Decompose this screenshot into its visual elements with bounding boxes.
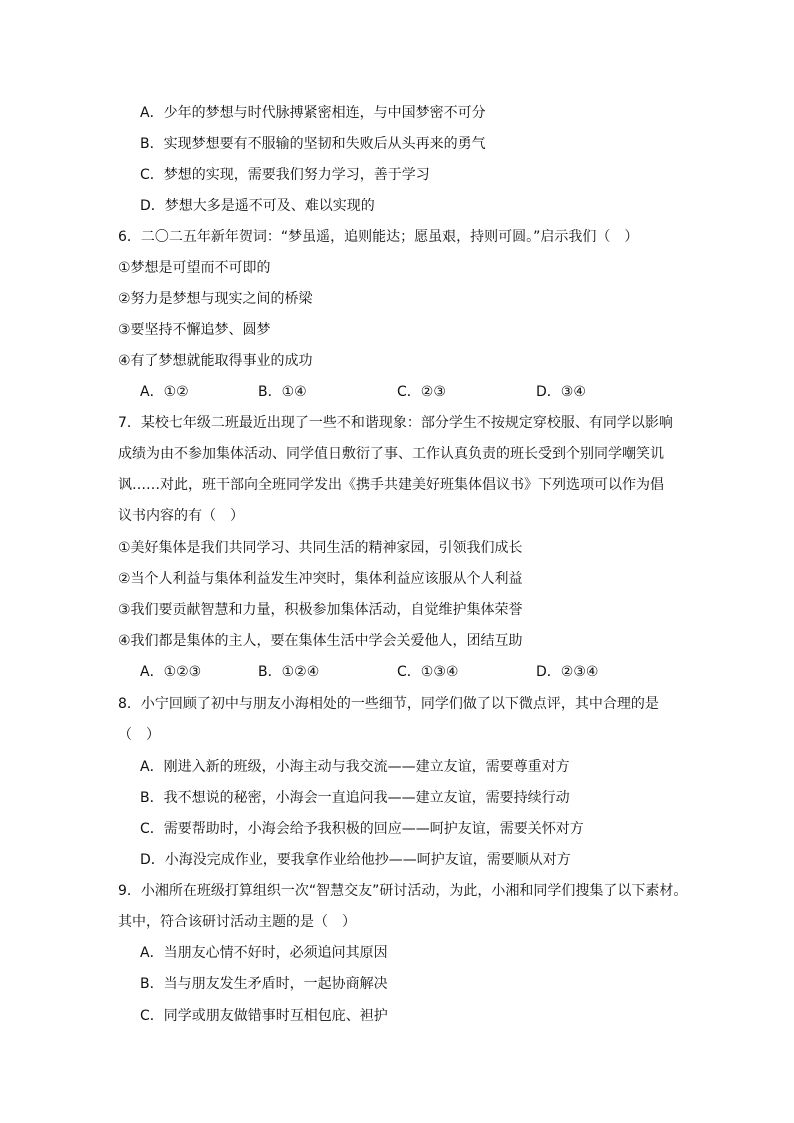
q9-option-b[interactable]: B．当与朋友发生矛盾时，一起协商解决 — [140, 976, 388, 992]
q7-stem-line-3: 讽……对此，班干部向全班同学发出《携手共建美好班集体倡议书》下列选项可以作为倡 — [118, 477, 664, 493]
q6-choice-a[interactable]: A．①② — [140, 384, 189, 400]
q8-stem-line-1: 8．小宁回顾了初中与朋友小海相处的一些细节，同学们做了以下微点评，其中合理的是 — [118, 696, 659, 712]
q6-choice-c[interactable]: C．②③ — [397, 384, 446, 400]
q8-stem-line-2: （ ） — [118, 727, 160, 743]
q7-choice-d[interactable]: D．②③④ — [536, 664, 599, 680]
q7-choice-a[interactable]: A．①②③ — [140, 664, 202, 680]
prev-option-a: A．少年的梦想与时代脉搏紧密相连，与中国梦密不可分 — [140, 105, 486, 121]
q9-option-c[interactable]: C．同学或朋友做错事时互相包庇、袒护 — [140, 1008, 388, 1024]
q6-statement-4: ④有了梦想就能取得事业的成功 — [118, 353, 313, 369]
prev-option-d: D．梦想大多是遥不可及、难以实现的 — [140, 198, 375, 214]
q9-option-a[interactable]: A．当朋友心情不好时，必须追问其原因 — [140, 945, 388, 961]
q6-stem: 6．二〇二五年新年贺词：“梦虽遥，追则能达；愿虽艰，持则可圆。”启示我们（ ） — [118, 229, 639, 245]
q7-choice-b[interactable]: B．①②④ — [258, 664, 320, 680]
q7-choice-c[interactable]: C．①③④ — [397, 664, 459, 680]
q6-statement-3: ③要坚持不懈追梦、圆梦 — [118, 322, 271, 338]
q6-statement-2: ②努力是梦想与现实之间的桥梁 — [118, 291, 313, 307]
q7-statement-3: ③我们要贡献智慧和力量，积极参加集体活动，自觉维护集体荣誉 — [118, 602, 523, 618]
prev-option-c: C．梦想的实现，需要我们努力学习，善于学习 — [140, 167, 430, 183]
q7-stem-line-1: 7．某校七年级二班最近出现了一些不和谐现象：部分学生不按规定穿校服、有同学以影响 — [118, 415, 673, 431]
q7-stem-line-4: 议书内容的有（ ） — [118, 508, 244, 524]
q7-statement-2: ②当个人利益与集体利益发生冲突时，集体利益应该服从个人利益 — [118, 571, 523, 587]
q9-stem-line-1: 9．小湘所在班级打算组织一次“智慧交友”研讨活动，为此，小湘和同学们搜集了以下素材。 — [118, 883, 688, 899]
q9-stem-line-2: 其中，符合该研讨活动主题的是（ ） — [118, 914, 356, 930]
q7-stem-line-2: 成绩为由不参加集体活动、同学值日敷衍了事、工作认真负责的班长受到个别同学嘲笑讥 — [118, 446, 664, 462]
q8-option-c[interactable]: C．需要帮助时，小海会给予我积极的回应——呵护友谊，需要关怀对方 — [140, 821, 584, 837]
q8-option-a[interactable]: A．刚进入新的班级，小海主动与我交流——建立友谊，需要尊重对方 — [140, 759, 570, 775]
q6-statement-1: ①梦想是可望而不可即的 — [118, 260, 271, 276]
prev-option-b: B．实现梦想要有不服输的坚韧和失败后从头再来的勇气 — [140, 136, 486, 152]
q6-choice-d[interactable]: D．③④ — [536, 384, 586, 400]
q7-statement-4: ④我们都是集体的主人，要在集体生活中学会关爱他人，团结互助 — [118, 633, 523, 649]
q7-statement-1: ①美好集体是我们共同学习、共同生活的精神家园，引领我们成长 — [118, 540, 523, 556]
q8-option-d[interactable]: D．小海没完成作业，要我拿作业给他抄——呵护友谊，需要顺从对方 — [140, 852, 571, 868]
q6-choice-b[interactable]: B．①④ — [258, 384, 307, 400]
q8-option-b[interactable]: B．我不想说的秘密，小海会一直追问我——建立友谊，需要持续行动 — [140, 790, 570, 806]
